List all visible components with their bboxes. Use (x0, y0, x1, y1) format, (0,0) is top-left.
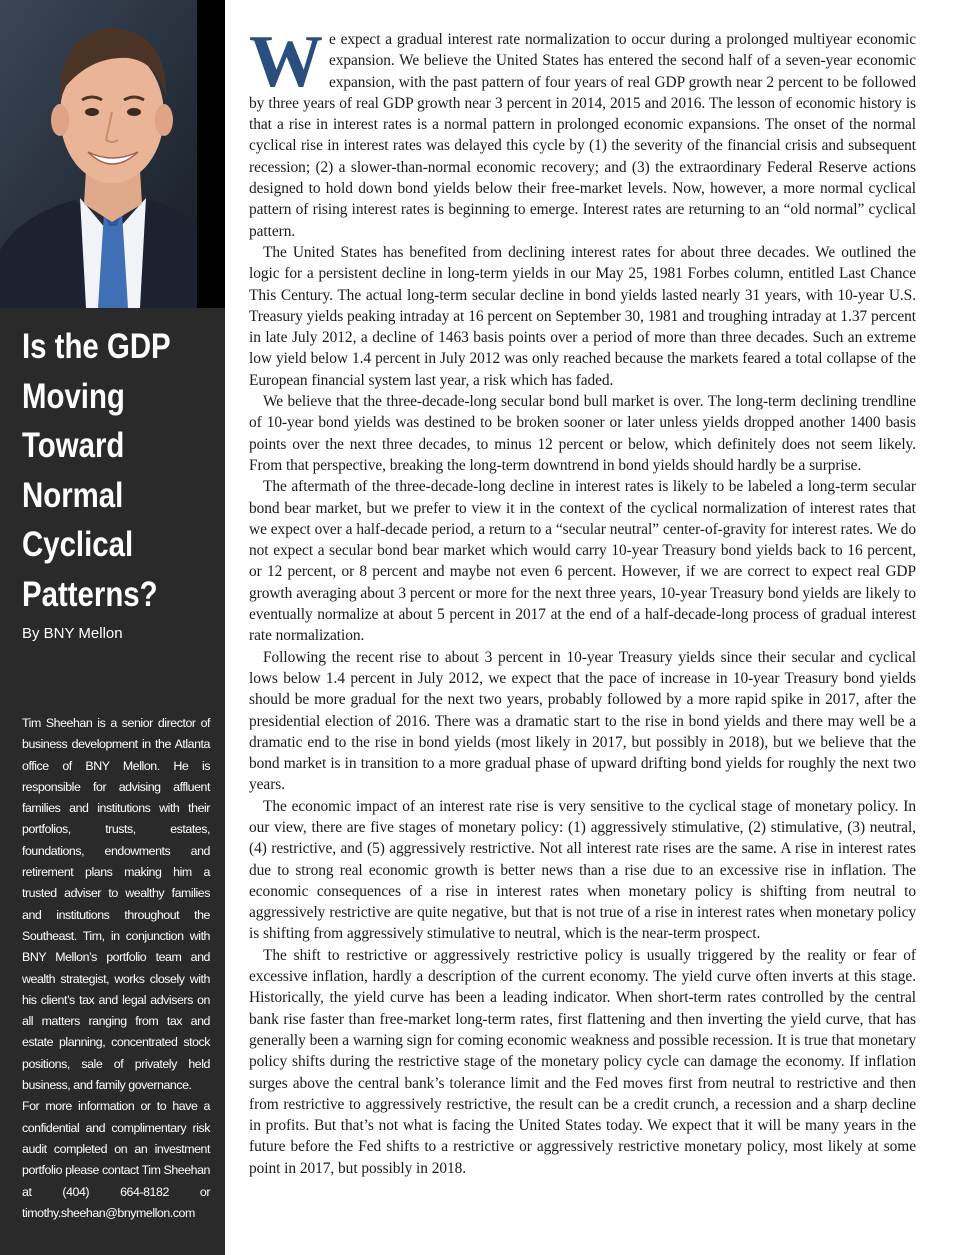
article-body (249, 21, 916, 1179)
section-label: Wealth Management (399, 18, 418, 193)
author-photo (0, 0, 225, 308)
article-paragraph: The shift to restrictive or aggressively restrictive policy is usually triggered by the reality or fear of excessive inflation, hardly a description of the current economy. The yield curve often inverts at this stage. Historically, the yield curve has been a leading indicator. When short-term rates controlled by the central bank rise faster than free-market long-term rates, first flattening and then inverting the yield curve, that has generally been a warning sign for coming economic weakness and possible recession. It is true that monetary policy shifts during the restrictive stage of the monetary policy cycle can damage the economy. If inflation surges above the central bank’s tolerance limit and the Fed moves first from neutral to restrictive and then from restrictive to aggressively restrictive, the result can be a credit crunch, a recession and a sharp decline in profits. But that’s not what is facing the United States today. We expect that it will be many years in the future before the Fed shifts to a restrictive or aggressively restrictive monetary policy, most likely at some point in 2017, but possibly in 2018. (249, 946, 916, 1177)
author-bio (22, 713, 210, 1224)
section-tab (197, 0, 418, 308)
article-paragraph: The United States has benefited from declining interest rates for about three decades. We outlined the logic for a persistent decline in long-term yields in our May 25, 1981 Forbes column, entitled Last Chance This Century. The actual long-term secular decline in bond yields lasted nearly 31 years, with 10-year U.S. Treasury yields peaking intraday at 16 percent on September 30, 1981 and troughing intraday at 1.37 percent in late July 2012, a decline of 1463 basis points over a period of more than three decades. Such an extreme low yield below 1.4 percent in July 2012 was only reached because the markets feared a total collapse of the European financial system last year, a risk which has faded. (249, 243, 916, 389)
author-portrait-image (0, 0, 225, 308)
article-paragraph-text: e expect a gradual interest rate normalization to occur during a prolonged multiyear economic expansion. We believe the United States has entered the second half of a seven-year economic expansion, with the past pattern of four years of real GDP growth near 2 percent to be followed by three years of real GDP growth near 3 percent in 2014, 2015 and 2016. The lesson of economic history is that a rise in interest rates is a normal pattern in prolonged economic expansions. The onset of the normal cyclical rise in interest rates was delayed this cycle by (1) the severity of the financial crisis and subsequent recession; (2) a slower-than-normal economic recovery; and (3) the extraordinary Federal Reserve actions designed to hold down bond yields below their free-market levels. Now, however, a more normal cyclical pattern of rising interest rates is beginning to emerge. Interest rates are returning to an “old normal” cyclical pattern. (249, 31, 916, 240)
article-paragraph: The economic impact of an interest rate rise is very sensitive to the cyclical stage of monetary policy. In our view, there are five stages of monetary policy: (1) aggressively stimulative, (2) stimulative, (3) neutral, (4) restrictive, and (5) aggressively restrictive. Not all interest rate rises are the same. A rise in interest rates due to strong real economic growth is better news than a rise due to an excessive rise in inflation. The economic consequences of a rise in interest rates when monetary policy is shifting from neutral to aggressively restrictive are quite negative, but that is not true of a rise in interest rates when monetary policy is shifting from aggressively stimulative to neutral, which is the near-term prospect. (249, 797, 916, 943)
article-paragraph: Following the recent rise to about 3 percent in 10-year Treasury yields since their secular and cyclical lows below 1.4 percent in July 2012, we expect that the pace of increase in 10-year Treasury bond yields should be more gradual for the next two years, probably followed by a more rapid spike in 2017, after the presidential election of 2016. There was a dramatic start to the rise in bond yields and there may well be a dramatic end to the rise in bond yields (most likely in 2017, but possibly in 2018), but we believe that the bond market is in transition to a more gradual phase of upward drifting bond yields for roughly the next two years. (249, 648, 916, 794)
drop-cap: W (249, 21, 323, 103)
article-paragraph: We believe that the three-decade-long secular bond bull market is over. The long-term declining trendline of 10-year bond yields was destined to be broken sooner or later unless yields dropped another 1400 basis points over the next three decades, to minus 12 percent or below, which definitely does not seem likely. From that perspective, breaking the long-term downtrend in bond yields should hardly be a surprise. (249, 393, 916, 474)
bio-paragraph: Tim Sheehan is a senior director of business development in the Atlanta office of BNY Mellon. He is responsible for advising affluent families and institutions with their portfolios, trusts, estates, foundations, endowments and retirement plans making him a trusted adviser to wealthy families and institutions throughout the Southeast. Tim, in conjunction with BNY Mellon’s portfolio team and wealth strategist, works closely with his client’s tax and legal advisers on all matters ranging from tax and estate planning, concentrated stock positions, sale of privately held business, and family governance. (22, 716, 210, 1093)
article-paragraph (249, 21, 916, 242)
sidebar (0, 0, 418, 1255)
bio-contact-paragraph: For more information or to have a confidential and complimentary risk audit completed on an investment portfolio please contact Tim Sheehan at (404) 664-8182 or timothy.sheehan@bnymellon.com (22, 1099, 210, 1220)
headline: Is the GDP Moving Toward Normal Cyclical Patterns? (22, 327, 171, 614)
article-paragraph: The aftermath of the three-decade-long decline in interest rates is likely to be labeled a long-term secular bond bear market, but we prefer to view it in the context of the cyclical normalization of interest rates that we expect over a half-decade period, a return to a “secular neutral” center-of-gravity for interest rates. We do not expect a secular bond bear market which would carry 10-year Treasury bond yields back to 16 percent, or 12 percent, or 8 percent and maybe not even 6 percent. However, if we are correct to expect real GDP growth averaging about 3 percent or more for the next three years, 10-year Treasury bond yields are likely to eventually normalize at about 5 percent in 2017 at the end of a half-decade-long process of gradual interest rate normalization. (249, 478, 916, 645)
byline: By BNY Mellon (22, 625, 123, 642)
